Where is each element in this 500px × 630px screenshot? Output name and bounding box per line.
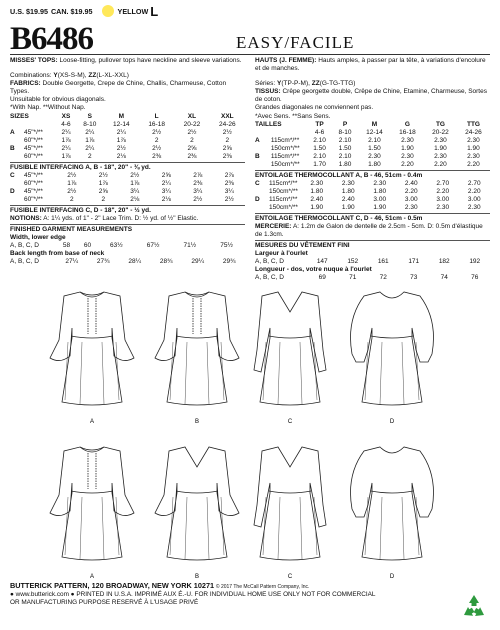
fr-diagonales: Grandes diagonales ne conviennent pas. [255,104,374,112]
en-length-label: Back length from base of neck [10,250,105,258]
en-combinations: Combinations: Y(XS-S-M), ZZ(L-XL-XXL) [10,72,129,80]
garment-label: B [194,574,200,580]
en-size-table: SIZES XS S M L XL XXL 4-6 8-10 12-14 16-18 20-22 24-26 A 45"*/** 2¼ 2¼ 2¼ 2½ 2½ 2½ 60"*/** 1⅞ 1⅞ 1⅞ 2 2 2 B 45"*/** 2¼ 2¼ 2½ 2½ 2⅝ 2⅝ 60"*/** 1⅞ 2 2⅛ 2⅜ 2⅜ 2⅜ [10,113,245,161]
en-fusible-cd: FUSIBLE INTERFACING C, D - 18", 20" - ½ yd. [10,205,245,215]
fabric-row: 150cm*/** 1.90 1.90 1.90 2.30 2.30 2.30 [269,203,481,211]
en-fusible-ab: FUSIBLE INTERFACING A, B - 18", 20" - ⅜ yd. [10,162,245,172]
fr-tissus: TISSUS: Crêpe georgette double, Crêpe de Chine, Etamine, Charmeuse, Sortes de coton. [255,88,487,104]
fr-longueur-label: Longueur - dos, votre nuque à l'ourlet [255,266,372,274]
fabric-row: C 45"*/** 2½ 2½ 2½ 2⅝ 2⅞ 2⅞ [10,171,234,179]
footer-line-3: OR MANUFACTURING PURPOSE RESERVÉ À L'USAGE PRIVÉ [10,599,199,606]
fr-largeur-label: Largeur à l'ourlet [255,250,308,258]
size-letter: L [150,3,159,19]
color-dot-icon [102,5,114,17]
garment-d-front [351,292,434,405]
garment-label: C [287,419,293,425]
recycle-icon [460,593,488,621]
fr-mercerie: MERCERIE: A: 1.2m de Galon de dentelle de 2.5cm - 5cm. D: 0.5m d'élastique de 1.3cm. [255,222,483,238]
fr-description: HAUTS (J. FEMME): Hauts amples, à passer par la tête, à variations d'encolure et de manches. [255,57,486,73]
fr-mesures-title: MESURES DU VÊTEMENT FINI [255,240,490,250]
en-length-table: A, B, C, D 27¼ 27¾ 28¼ 28¾ 29¼ 29¾ [10,258,236,266]
fabric-row: B 45"*/** 2¼ 2¼ 2½ 2½ 2⅝ 2⅝ [10,144,232,152]
en-finished-title: FINISHED GARMENT MEASUREMENTS [10,224,245,234]
en-size-table-cd [10,172,245,204]
fabric-row: A 45"*/** 2¼ 2¼ 2¼ 2½ 2½ 2½ [10,128,232,136]
garment-b-front [155,292,239,405]
en-width-table: A, B, C, D 58 60 63½ 67½ 71½ 75½ [10,242,233,250]
footer-copyright: © 2017 The McCall Pattern Company, Inc. [215,584,310,590]
en-description: MISSES' TOPS: Loose-fitting, pullover tops have neckline and sleeve variations. [10,57,242,64]
fabric-row: 150cm*/** 1.80 1.80 1.80 2.20 2.20 2.20 [269,187,481,195]
footer-company: BUTTERICK PATTERN, 120 BROADWAY, NEW YORK 10271 [10,581,215,590]
garment-b-back [155,447,239,560]
pattern-header [10,22,490,55]
fabric-row: D 115cm*/** 2.40 2.40 3.00 3.00 3.00 3.00 [255,195,481,203]
fr-longueur-table: A, B, C, D 69 71 72 73 74 76 [255,274,479,282]
footer-line-2: ● www.butterick.com ● PRINTED IN U.S.A. IMPRIMÉ AUX É.-U. FOR INDIVIDUAL HOME USE ONLY NOT FOR COMMERCIAL [10,591,376,598]
fr-size-table-cd [255,180,490,212]
french-column [255,57,490,282]
garment-c-back [254,447,326,560]
garment-a-front [50,292,134,405]
price-us: U.S. $19.95 [10,6,48,16]
en-nap-note: *With Nap. **Without Nap. [10,104,86,112]
fr-series: Séries: Y(TP-P-M), ZZ(G-TG-TTG) [255,80,356,88]
garment-illustrations [0,285,500,585]
en-unsuitable: Unsuitable for obvious diagonals. [10,96,106,104]
fr-size-table: TAILLES TP P M G TG TTG 4-6 8-10 12-14 16-18 20-22 24-26 A 115cm*/** 2.10 2.10 2.10 2.30 2.30 2.30 150cm*/** 1.50 1.50 1.50 1.90 1.90 1.90 B 115cm*/** 2.10 2.10 2.30 2.30 2.30 2.30 150cm*/** 1.70 1.80 1.80 2.20 2.20 2.20 [255,121,490,169]
fr-entoilage-ab: ENTOILAGE THERMOCOLLANT A, B - 46, 51cm - 0.4m [255,170,490,180]
garment-label: C [287,574,293,580]
garment-c-front [254,292,326,405]
price-can: CAN. $19.95 [50,6,93,16]
fabric-row: 60"*/** 2 2 2⅛ 2⅛ 2½ 2½ [24,195,234,203]
en-width-label: Width, lower edge [10,233,66,241]
garment-d-back [351,447,434,560]
english-column [10,57,245,282]
fabric-row: 60"*/** 1⅞ 1⅞ 1⅞ 2 2 2 [24,136,230,144]
difficulty-label: EASY/FACILE [236,33,355,52]
fabric-row: B 115cm*/** 2.10 2.10 2.30 2.30 2.30 2.30 [255,152,480,160]
garment-label: A [89,574,95,580]
en-fabrics: FABRICS: Double Georgette, Crepe de Chine, Challis, Charmeuse, Cotton Types. [10,80,227,96]
fabric-row: 60"*/** 1⅞ 1⅞ 1⅞ 2¼ 2⅜ 2⅜ [24,179,234,187]
en-notions: NOTIONS: A: 1¼ yds. of 1" - 2" Lace Trim. D: ½ yd. of ½" Elastic. [10,214,199,222]
color-name: YELLOW [117,6,149,16]
price-bar [10,4,490,18]
footer [10,582,490,607]
pattern-number: B6486 [10,21,94,57]
fabric-row: C 115cm*/** 2.30 2.30 2.30 2.40 2.70 2.70 [255,179,481,187]
fabric-row: D 45"*/** 2½ 2⅝ 3¼ 3¼ 3¼ 3¼ [10,187,234,195]
fabric-row: 150cm*/** 1.70 1.80 1.80 2.20 2.20 2.20 [270,160,480,168]
fabric-row: A 115cm*/** 2.10 2.10 2.10 2.30 2.30 2.30 [255,136,480,144]
en-size-header: SIZES XS S M L XL XXL [10,112,234,120]
fabric-row: 150cm*/** 1.50 1.50 1.50 1.90 1.90 1.90 [270,144,480,152]
fabric-row: 60"*/** 1⅞ 2 2⅛ 2⅜ 2⅜ 2⅜ [24,152,232,160]
fr-sens-note: *Avec Sens. **Sans Sens. [255,112,331,120]
garment-label: A [89,419,95,425]
fr-entoilage-cd: ENTOILAGE THERMOCOLLANT C, D - 46, 51cm - 0.5m [255,213,490,223]
garment-a-back [50,447,134,560]
fr-largeur-table: A, B, C, D 147 152 161 171 182 192 [255,258,481,266]
garment-label: B [194,419,200,425]
garment-label: D [389,574,395,580]
garment-label: D [389,419,395,425]
